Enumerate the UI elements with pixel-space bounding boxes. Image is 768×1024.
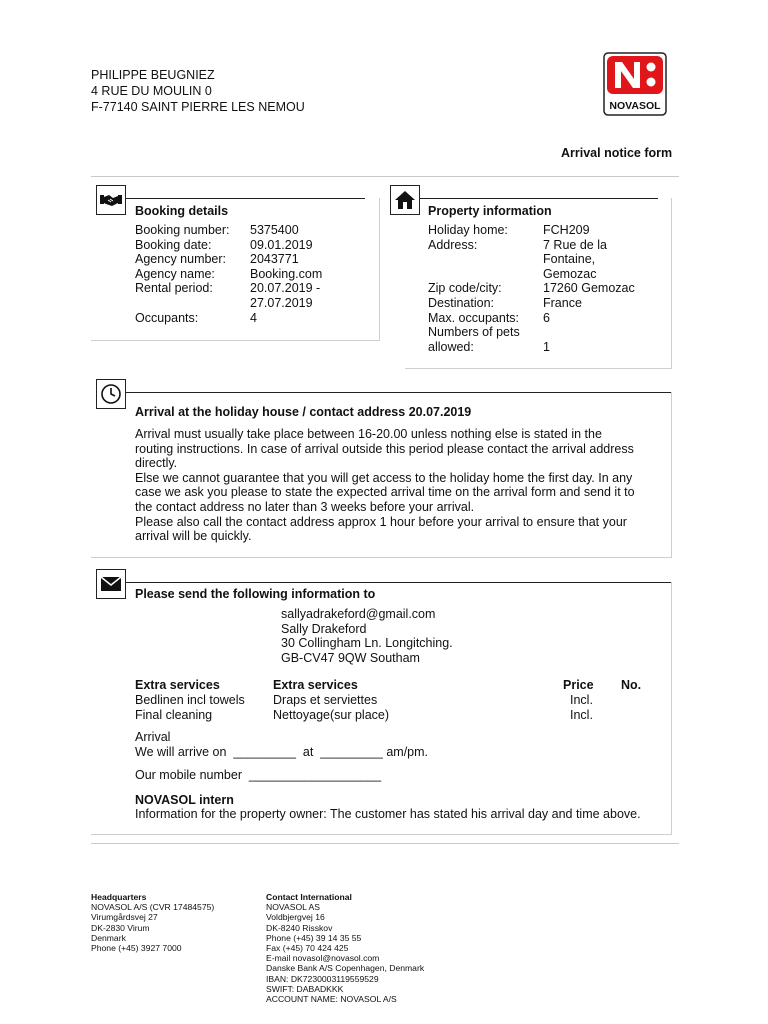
booking-value: 2043771 <box>250 252 299 267</box>
services-header-col2: Extra services <box>273 678 358 692</box>
service-name-fr: Nettoyage(sur place) <box>273 708 390 722</box>
intl-title: Contact International <box>266 892 352 902</box>
property-label: allowed: <box>428 339 474 354</box>
booking-row <box>135 223 322 238</box>
clock-icon <box>100 383 122 405</box>
recipient-address <box>91 67 305 115</box>
booking-value: 4 <box>250 310 257 325</box>
property-value: FCH209 <box>543 223 590 237</box>
contact-address <box>281 607 453 665</box>
send-topline <box>125 582 671 583</box>
arrival-topline <box>125 392 671 393</box>
hq-line: Virumgårdsvej 27 <box>91 912 158 923</box>
booking-value: Booking.com <box>250 266 323 281</box>
form-title: Arrival notice form <box>561 146 673 160</box>
property-row <box>428 252 635 267</box>
arrival-text-line: Arrival must usually take place between 16-20.00 unless nothing else is stated in the <box>135 427 602 441</box>
booking-label: Agency name: <box>135 266 215 281</box>
arrival-text-line: case we ask you please to state the expected arrival time on the arrival form and send it to <box>135 485 635 500</box>
arrival-text-line: arrival will be quickly. <box>135 529 252 544</box>
arrival-text-line: Please also call the contact address approx 1 hour before your arrival to ensure that your <box>135 514 627 529</box>
mobile-number-line[interactable]: Our mobile number ___________________ <box>135 768 382 782</box>
intl-line: Danske Bank A/S Copenhagen, Denmark <box>266 963 425 974</box>
hq-line: Phone (+45) 3927 7000 <box>91 943 182 954</box>
recipient-name: PHILIPPE BEUGNIEZ <box>91 68 215 82</box>
arrival-title: Arrival at the holiday house / contact address 20.07.2019 <box>135 405 472 419</box>
footer-contact-international <box>266 892 424 1004</box>
arrival-instructions <box>135 427 635 544</box>
property-row <box>428 296 635 311</box>
property-value: France <box>543 295 582 310</box>
recipient-street: 4 RUE DU MOULIN 0 <box>91 84 212 98</box>
house-icon-box <box>390 185 420 215</box>
property-value: 1 <box>543 339 550 354</box>
house-icon <box>394 190 416 210</box>
booking-row <box>135 238 322 253</box>
arrival-text-line: the contact address no later than 3 weeks before your arrival. <box>135 499 475 514</box>
booking-label: Agency number: <box>135 252 227 267</box>
handshake-icon-box <box>96 185 126 215</box>
booking-details-list <box>135 223 322 325</box>
property-label: Destination: <box>428 295 495 310</box>
booking-value: 09.01.2019 <box>250 237 313 252</box>
property-row <box>428 281 635 296</box>
contact-line: sallyadrakeford@gmail.com <box>281 607 436 621</box>
arrival-text-line: routing instructions. In case of arrival outside this period please contact the arrival address <box>135 441 634 456</box>
hq-line: Denmark <box>91 932 126 943</box>
services-rows <box>135 693 655 723</box>
svg-text:NOVASOL: NOVASOL <box>609 100 661 112</box>
divider-bottom <box>91 843 679 844</box>
intern-text: Information for the property owner: The customer has stated his arrival day and time above. <box>135 807 641 821</box>
property-title: Property information <box>428 204 552 218</box>
handshake-icon <box>100 191 122 209</box>
contact-line: GB-CV47 9QW Southam <box>281 650 420 665</box>
property-value: Gemozac <box>543 266 597 281</box>
divider-top <box>91 176 679 177</box>
property-label: Holiday home: <box>428 223 508 237</box>
property-label <box>428 267 543 282</box>
property-label: Zip code/city: <box>428 281 502 296</box>
intl-line: ACCOUNT NAME: NOVASOL A/S <box>266 994 397 1005</box>
property-row <box>428 325 635 340</box>
services-header-no: No. <box>621 678 642 692</box>
envelope-icon <box>100 576 122 592</box>
intl-line: NOVASOL AS <box>266 902 320 913</box>
contact-line: Sally Drakeford <box>281 621 367 636</box>
service-name-fr: Draps et serviettes <box>273 693 378 707</box>
service-price: Incl. <box>570 693 593 707</box>
service-name-en: Final cleaning <box>135 708 213 722</box>
booking-row <box>135 311 322 326</box>
property-topline <box>418 198 658 199</box>
booking-topline <box>125 198 365 199</box>
booking-label: Booking date: <box>135 237 212 252</box>
booking-label: Booking number: <box>135 223 230 237</box>
service-name-en: Bedlinen incl towels <box>135 693 245 707</box>
services-header <box>135 678 655 693</box>
intl-line: DK-8240 Risskov <box>266 922 333 933</box>
hq-line: DK-2830 Virum <box>91 922 150 933</box>
booking-value: 27.07.2019 <box>250 295 313 310</box>
hq-title: Headquarters <box>91 892 147 902</box>
intern-title: NOVASOL intern <box>135 793 234 807</box>
property-row <box>428 238 635 253</box>
property-row <box>428 267 635 282</box>
property-row <box>428 340 635 355</box>
envelope-icon-box <box>96 569 126 599</box>
intl-line: E-mail novasol@novasol.com <box>266 953 380 964</box>
property-row <box>428 311 635 326</box>
intl-line: Voldbjergvej 16 <box>266 912 325 923</box>
novasol-logo <box>603 52 667 116</box>
property-value: Fontaine, <box>543 252 596 267</box>
send-title: Please send the following information to <box>135 587 376 601</box>
footer-headquarters <box>91 892 214 953</box>
service-price: Incl. <box>570 708 593 722</box>
booking-title: Booking details <box>135 204 229 218</box>
recipient-city: F-77140 SAINT PIERRE LES NEMOU <box>91 100 305 114</box>
booking-label: Occupants: <box>135 310 199 325</box>
intl-line: Fax (+45) 70 424 425 <box>266 943 349 954</box>
arrival-text-line: Else we cannot guarantee that you will get access to the holiday home the first day. In any <box>135 470 633 485</box>
property-label: Numbers of pets <box>428 325 520 340</box>
contact-line: 30 Collingham Ln. Longitching. <box>281 636 453 651</box>
service-row <box>135 708 655 723</box>
services-header-col1: Extra services <box>135 678 220 692</box>
arrive-on-line[interactable]: We will arrive on _________ at _________ am/pm. <box>135 745 429 759</box>
booking-value: 5375400 <box>250 223 299 237</box>
property-row <box>428 223 635 238</box>
property-value: 17260 Gemozac <box>543 281 635 296</box>
property-label: Address: <box>428 237 478 252</box>
intl-line: SWIFT: DABADKKK <box>266 983 344 994</box>
booking-row <box>135 252 322 267</box>
clock-icon-box <box>96 379 126 409</box>
booking-label: Rental period: <box>135 281 213 296</box>
property-value: 7 Rue de la <box>543 237 607 252</box>
property-label: Max. occupants: <box>428 310 520 325</box>
arrival-text-line: directly. <box>135 456 178 471</box>
intl-line: IBAN: DK7230003119559529 <box>266 973 379 984</box>
booking-row <box>135 267 322 282</box>
booking-value: 20.07.2019 - <box>250 281 321 296</box>
intl-line: Phone (+45) 39 14 35 55 <box>266 932 362 943</box>
hq-line: NOVASOL A/S (CVR 17484575) <box>91 902 215 913</box>
booking-row <box>135 281 322 296</box>
arrival-label: Arrival <box>135 730 171 744</box>
booking-row <box>135 296 322 311</box>
property-value: 6 <box>543 310 550 325</box>
property-details-list <box>428 223 635 354</box>
property-label <box>428 252 543 267</box>
services-header-price: Price <box>563 678 594 692</box>
booking-label <box>135 296 250 311</box>
services-table <box>135 678 655 723</box>
service-row <box>135 693 655 708</box>
